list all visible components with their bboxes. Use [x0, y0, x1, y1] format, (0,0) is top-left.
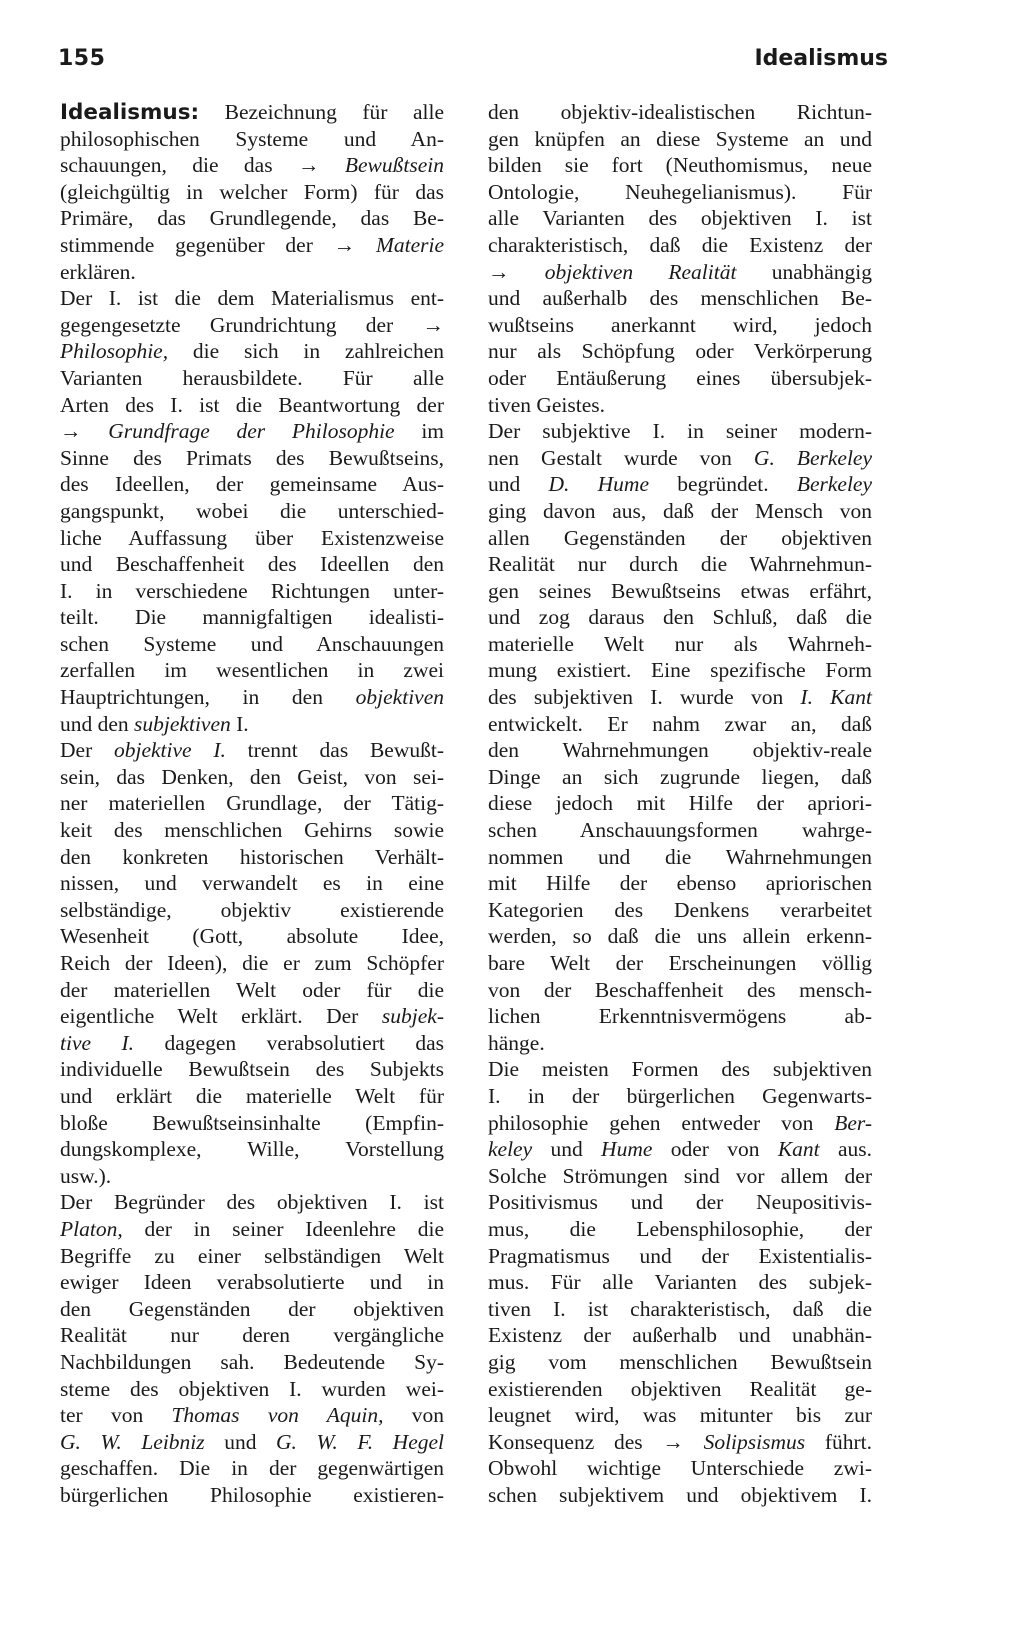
text-line: [60, 312, 444, 339]
text-line: [60, 1349, 444, 1376]
italic-term: Berkeley: [796, 472, 873, 497]
text-run: ner materiellen Grundlage, der Tätig-: [60, 791, 444, 816]
text-run: den konkreten historischen Verhält-: [60, 844, 444, 869]
text-run: Existenz der außerhalb und unabhän-: [488, 1323, 872, 1348]
italic-term: tive I.: [60, 1030, 135, 1055]
text-line: [60, 870, 444, 897]
text-run: der in seiner Ideenlehre die: [122, 1216, 444, 1241]
text-line: [488, 1056, 872, 1083]
text-line: [488, 711, 872, 738]
text-run: und zog daraus den Schluß, daß die: [488, 605, 872, 630]
text-line: [488, 1455, 872, 1482]
text-run: schen Systeme und Anschauungen: [60, 631, 444, 656]
text-line: [60, 764, 444, 791]
text-run: den Gegenständen der objektiven: [60, 1296, 444, 1321]
text-run: Positivismus und der Neupositivis-: [488, 1190, 872, 1215]
text-run: mus, die Lebensphilosophie, der: [488, 1216, 872, 1241]
text-run: gen knüpfen an diese Systeme an und: [488, 126, 872, 151]
italic-term: Kant: [777, 1137, 820, 1162]
text-run: gen seines Bewußtseins etwas erfährt,: [488, 578, 872, 603]
text-run: bürgerlichen Philosophie existieren-: [60, 1482, 444, 1507]
text-run: mung existiert. Eine spezifische Form: [488, 658, 872, 683]
text-line: [60, 737, 444, 764]
text-run: und außerhalb des menschlichen Be-: [488, 286, 872, 311]
text-line: [488, 392, 872, 419]
text-line: [60, 790, 444, 817]
text-run: Varianten herausbildete. Für alle: [60, 365, 444, 390]
text-run: usw.).: [60, 1163, 112, 1188]
text-run: bloße Bewußtseinsinhalte (Empfin-: [60, 1110, 444, 1135]
italic-term: G. Berkeley: [753, 445, 873, 470]
text-run: eigentliche Welt erklärt. Der: [60, 1004, 382, 1029]
text-run: gig vom menschlichen Bewußtsein: [488, 1349, 872, 1374]
text-run: lichen Erkenntnisvermögens ab-: [488, 1004, 872, 1029]
text-run: Konsequenz des →: [488, 1429, 704, 1454]
text-line: [60, 897, 444, 924]
text-line: [60, 711, 444, 738]
text-line: [60, 1030, 444, 1057]
text-line: [60, 152, 444, 179]
text-line: [60, 1136, 444, 1163]
text-line: [488, 338, 872, 365]
text-run: Solche Strömungen sind vor allem der: [488, 1163, 872, 1188]
text-line: [488, 1030, 872, 1057]
text-line: [488, 99, 872, 126]
text-line: [60, 1163, 444, 1190]
text-line: [488, 1376, 872, 1403]
text-line: [60, 1296, 444, 1323]
text-run: steme des objektiven I. wurden wei-: [60, 1376, 444, 1401]
text-run: gegengesetzte Grundrichtung der →: [60, 312, 444, 337]
text-run: Hauptrichtungen, in den: [60, 685, 356, 710]
text-line: [488, 1322, 872, 1349]
text-run: Nachbildungen sah. Bedeutende Sy-: [60, 1349, 444, 1374]
text-line: [488, 897, 872, 924]
text-run: begründet.: [649, 472, 797, 497]
italic-term: G. W. F. Hegel: [276, 1429, 444, 1454]
text-run: tiven I. ist charakteristisch, daß die: [488, 1296, 872, 1321]
text-run: individuelle Bewußtsein des Subjekts: [60, 1057, 444, 1082]
text-run: ging davon aus, daß der Mensch von: [488, 498, 872, 523]
text-run: nen Gestalt wurde von: [488, 445, 754, 470]
text-line: [60, 923, 444, 950]
text-line: [488, 259, 872, 286]
text-line: [488, 790, 872, 817]
text-run: dungskomplexe, Wille, Vorstellung: [60, 1137, 444, 1162]
text-run: zerfallen im wesentlichen in zwei: [60, 658, 444, 683]
text-run: den Wahrnehmungen objektiv-reale: [488, 738, 872, 763]
text-line: [60, 1083, 444, 1110]
text-run: I. in verschiedene Richtungen unter-: [60, 578, 444, 603]
text-line: [488, 312, 872, 339]
text-line: [488, 205, 872, 232]
text-line: [488, 631, 872, 658]
text-line: [488, 1243, 872, 1270]
text-run: unabhängig: [736, 259, 873, 284]
text-run: gangspunkt, wobei die unterschied-: [60, 498, 444, 523]
text-run: alle Varianten des objektiven I. ist: [488, 206, 872, 231]
text-line: [488, 817, 872, 844]
text-run: trennt das Bewußt-: [225, 738, 444, 763]
text-line: [60, 1455, 444, 1482]
text-line: [60, 578, 444, 605]
text-run: des Ideellen, der gemeinsame Aus-: [60, 472, 444, 497]
text-run: Der I. ist die dem Materialismus ent-: [60, 286, 444, 311]
text-run: geschaffen. Die in der gegenwärtigen: [60, 1456, 444, 1481]
text-line: [60, 1429, 444, 1456]
text-line: [60, 817, 444, 844]
text-run: und: [488, 472, 549, 497]
text-run: mus. Für alle Varianten des subjek-: [488, 1270, 872, 1295]
text-run: materielle Welt nur als Wahrneh-: [488, 631, 872, 656]
text-run: bilden sie fort (Neuthomismus, neue: [488, 153, 872, 178]
text-run: und: [532, 1137, 602, 1162]
text-line: [488, 1402, 872, 1429]
text-line: [488, 1136, 872, 1163]
italic-term: I. Kant: [800, 685, 872, 710]
italic-term: objektiven: [355, 685, 444, 710]
entry-headword: Idealismus:: [60, 100, 200, 125]
text-run: Die meisten Formen des subjektiven: [488, 1057, 872, 1082]
text-line: [60, 418, 444, 445]
text-line: [60, 179, 444, 206]
text-line: [60, 392, 444, 419]
text-line: [488, 152, 872, 179]
text-line: [60, 471, 444, 498]
text-run: leugnet wird, was mitunter bis zur: [488, 1403, 872, 1428]
text-run: den objektiv-idealistischen Richtun-: [488, 100, 872, 124]
text-run: und Beschaffenheit des Ideellen den: [60, 552, 444, 577]
text-run: mit Hilfe der ebenso apriorischen: [488, 871, 872, 896]
text-run: →: [488, 259, 545, 284]
text-run: existierenden objektiven Realität ge-: [488, 1376, 872, 1401]
text-run: Sinne des Primats des Bewußtseins,: [60, 445, 444, 470]
right-column: [488, 99, 872, 1508]
text-line: [60, 950, 444, 977]
text-line: [60, 1056, 444, 1083]
text-run: stimmende gegenüber der →: [60, 232, 376, 257]
text-run: Reich der Ideen), die er zum Schöpfer: [60, 951, 444, 975]
text-run: Der: [60, 738, 114, 763]
text-run: diese jedoch mit Hilfe der apriori-: [488, 791, 872, 816]
text-line: [488, 365, 872, 392]
text-line: [488, 1216, 872, 1243]
text-run: liche Auffassung über Existenzweise: [60, 525, 444, 550]
text-line: [488, 684, 872, 711]
text-line: [60, 1376, 444, 1403]
text-run: sein, das Denken, den Geist, von sei-: [60, 764, 444, 789]
text-line: [488, 1296, 872, 1323]
italic-term: Bewußtsein: [344, 153, 444, 178]
text-run: und den: [60, 711, 135, 736]
text-line: [488, 445, 872, 472]
text-run: Primäre, das Grundlegende, das Be-: [60, 206, 444, 231]
text-run: oder von: [652, 1137, 778, 1162]
text-line: [60, 498, 444, 525]
text-line: [60, 232, 444, 259]
text-run: ewiger Ideen verabsolutierte und in: [60, 1270, 444, 1295]
text-run: teilt. Die mannigfaltigen idealisti-: [60, 605, 444, 630]
text-line: [488, 1429, 872, 1456]
text-run: des subjektiven I. wurde von: [488, 685, 801, 710]
text-line: [60, 657, 444, 684]
text-run: nissen, und verwandelt es in eine: [60, 871, 444, 896]
text-run: I. in der bürgerlichen Gegenwarts-: [488, 1083, 872, 1108]
text-line: [488, 764, 872, 791]
text-run: und: [204, 1429, 277, 1454]
text-run: führt.: [805, 1429, 872, 1454]
italic-term: subjektiven: [134, 711, 231, 736]
text-line: [60, 99, 444, 126]
text-line: [60, 126, 444, 153]
text-run: Realität nur durch die Wahrnehmun-: [488, 552, 872, 577]
text-line: [488, 844, 872, 871]
text-run: (gleichgültig in welcher Form) für das: [60, 179, 444, 204]
text-line: [60, 365, 444, 392]
text-line: [60, 977, 444, 1004]
text-line: [60, 285, 444, 312]
text-line: [60, 338, 444, 365]
text-run: Der Begründer des objektiven I. ist: [60, 1190, 444, 1215]
text-line: [488, 1269, 872, 1296]
text-line: [488, 498, 872, 525]
text-line: [488, 1110, 872, 1137]
text-line: [488, 232, 872, 259]
text-line: [488, 1163, 872, 1190]
text-line: [488, 604, 872, 631]
text-line: [60, 445, 444, 472]
text-run: oder Entäußerung eines übersubjek-: [488, 365, 872, 390]
text-run: ter von: [60, 1403, 172, 1428]
text-line: [60, 1269, 444, 1296]
italic-term: objektiven Realität: [544, 259, 737, 284]
text-line: [60, 1216, 444, 1243]
italic-term: Hume: [601, 1137, 653, 1162]
text-line: [488, 870, 872, 897]
text-line: [488, 285, 872, 312]
italic-term: Philosophie,: [60, 339, 169, 364]
left-column: [60, 99, 444, 1508]
text-line: [488, 923, 872, 950]
text-run: im: [394, 419, 445, 444]
text-line: [60, 1322, 444, 1349]
italic-term: objektive I.: [113, 738, 226, 763]
text-run: →: [60, 419, 109, 444]
text-line: [488, 126, 872, 153]
text-line: [488, 657, 872, 684]
text-run: und erklärt die materielle Welt für: [60, 1083, 444, 1108]
text-run: Realität nur deren vergängliche: [60, 1323, 444, 1348]
text-line: [488, 950, 872, 977]
text-run: philosophischen Systeme und An-: [60, 126, 444, 151]
text-run: Wesenheit (Gott, absolute Idee,: [60, 924, 444, 949]
text-line: [60, 1243, 444, 1270]
text-run: nur als Schöpfung oder Verkörperung: [488, 339, 872, 364]
text-run: erklären.: [60, 259, 136, 284]
italic-term: Materie: [375, 232, 444, 257]
italic-term: keley: [488, 1137, 533, 1162]
text-run: Der subjektive I. in seiner modern-: [488, 419, 872, 444]
text-line: [488, 737, 872, 764]
italic-term: G. W. Leibniz: [60, 1429, 205, 1454]
italic-term: Thomas von Aquin,: [171, 1403, 384, 1428]
text-line: [488, 1189, 872, 1216]
text-line: [60, 551, 444, 578]
text-run: selbständige, objektiv existierende: [60, 897, 444, 922]
page-number: 155: [58, 46, 106, 71]
text-line: [488, 578, 872, 605]
italic-term: D. Hume: [548, 472, 649, 497]
text-line: [60, 1003, 444, 1030]
text-run: Pragmatismus und der Existentialis-: [488, 1243, 872, 1268]
text-run: Bezeichnung für alle: [199, 100, 444, 124]
text-line: [60, 1189, 444, 1216]
text-line: [60, 525, 444, 552]
text-line: [60, 1402, 444, 1429]
text-line: [488, 1482, 872, 1509]
text-run: die sich in zahlreichen: [168, 339, 444, 364]
text-line: [60, 684, 444, 711]
italic-term: Platon,: [60, 1216, 123, 1241]
text-run: nommen und die Wahrnehmungen: [488, 844, 872, 869]
text-line: [488, 1003, 872, 1030]
text-run: philosophie gehen entweder von: [488, 1110, 835, 1135]
text-run: allen Gegenständen der objektiven: [488, 525, 872, 550]
text-line: [488, 1083, 872, 1110]
italic-term: Ber-: [834, 1110, 872, 1135]
text-run: Ontologie, Neuhegelianismus). Für: [488, 179, 872, 204]
text-run: entwickelt. Er nahm zwar an, daß: [488, 711, 872, 736]
text-run: werden, so daß die uns allein erkenn-: [488, 924, 872, 949]
text-line: [488, 471, 872, 498]
text-run: schen subjektivem und objektivem I.: [488, 1482, 872, 1507]
italic-term: Solipsismus: [703, 1429, 806, 1454]
text-run: aus.: [819, 1137, 872, 1162]
text-run: schen Anschauungsformen wahrge-: [488, 818, 872, 843]
text-run: Dinge an sich zugrunde liegen, daß: [488, 764, 872, 789]
text-run: I.: [230, 711, 249, 736]
italic-term: Grundfrage der Philosophie: [108, 419, 395, 444]
text-run: von der Beschaffenheit des mensch-: [488, 977, 872, 1002]
text-run: Begriffe zu einer selbständigen Welt: [60, 1243, 444, 1268]
text-run: Kategorien des Denkens verarbeitet: [488, 897, 872, 922]
text-line: [488, 179, 872, 206]
text-run: charakteristisch, daß die Existenz der: [488, 232, 872, 257]
text-run: wußtseins anerkannt wird, jedoch: [488, 312, 872, 337]
text-run: tiven Geistes.: [488, 392, 606, 417]
italic-term: subjek-: [381, 1004, 444, 1029]
text-line: [60, 844, 444, 871]
text-line: [60, 205, 444, 232]
text-line: [60, 1110, 444, 1137]
text-line: [60, 604, 444, 631]
text-run: dagegen verabsolutiert das: [134, 1030, 444, 1055]
text-line: [488, 977, 872, 1004]
text-run: keit des menschlichen Gehirns sowie: [60, 818, 444, 843]
text-run: bare Welt der Erscheinungen völlig: [488, 951, 872, 975]
text-run: der materiellen Welt oder für die: [60, 977, 444, 1002]
running-head: Idealismus: [754, 46, 888, 71]
text-run: Obwohl wichtige Unterschiede zwi-: [488, 1456, 872, 1481]
text-line: [488, 525, 872, 552]
text-run: von: [383, 1403, 444, 1428]
text-line: [60, 631, 444, 658]
text-line: [488, 418, 872, 445]
text-run: hänge.: [488, 1030, 545, 1055]
text-line: [60, 259, 444, 286]
text-line: [488, 1349, 872, 1376]
text-line: [60, 1482, 444, 1509]
text-line: [488, 551, 872, 578]
text-run: schauungen, die das →: [60, 153, 345, 178]
text-run: Arten des I. ist die Beantwortung der: [60, 392, 444, 417]
